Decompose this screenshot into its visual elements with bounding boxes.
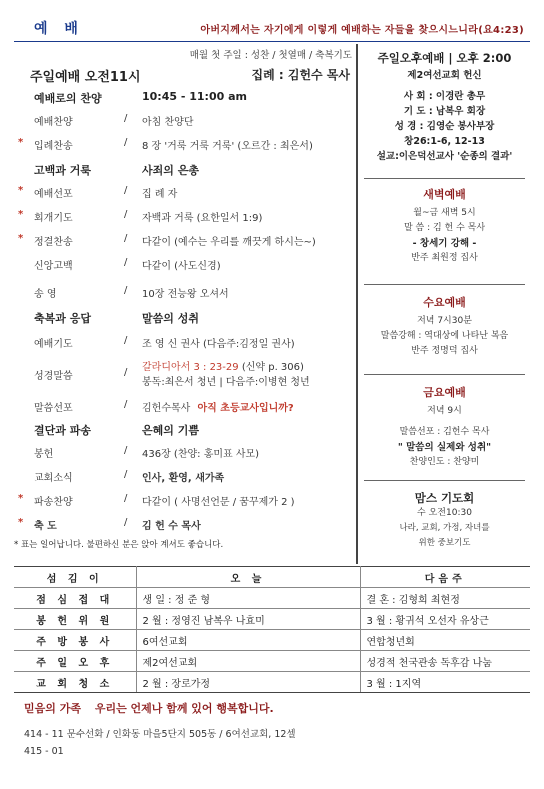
decision-sub: 은혜의 기쁨 bbox=[142, 424, 199, 437]
order-row bbox=[14, 516, 356, 534]
presider: 집례 : 김헌수 목사 bbox=[251, 68, 350, 82]
order-label: 성경말씀 bbox=[34, 371, 73, 382]
dawn-title: 새벽예배 bbox=[423, 188, 466, 201]
order-value: 다같이 ( 사명선언문 / 꿈꾸제가 2 ) bbox=[142, 497, 295, 508]
fri-time: 저녁 9시 bbox=[427, 406, 462, 416]
afternoon-ref: 창26:1-6, 12-13 bbox=[404, 136, 485, 147]
order-label: 예배찬양 bbox=[34, 117, 73, 128]
fri-preacher: 말씀선포 : 김헌수 목사 bbox=[399, 427, 490, 437]
table-row bbox=[14, 630, 530, 651]
sermon-line bbox=[142, 399, 294, 414]
today-cell: 제2여선교회 bbox=[136, 651, 360, 672]
wed-time: 저녁 7시30분 bbox=[417, 316, 472, 326]
table-header-row bbox=[14, 567, 530, 588]
section-decision: 결단과 파송 bbox=[34, 424, 91, 437]
order-row bbox=[14, 334, 356, 352]
moms-prayer bbox=[358, 490, 531, 551]
afternoon-prayer: 기 도 : 남복우 회장 bbox=[403, 106, 486, 117]
order-value: 집 례 자 bbox=[142, 189, 178, 200]
standing-note: * 표는 일어납니다. 불편하신 분은 앉아 계셔도 좋습니다. bbox=[14, 540, 224, 550]
role-cell: 교 회 청 소 bbox=[14, 672, 136, 693]
order-row bbox=[14, 136, 356, 154]
separator: / bbox=[124, 233, 128, 244]
role-cell: 주 방 봉 사 bbox=[14, 630, 136, 651]
moms-time: 수 오전10:30 bbox=[417, 508, 472, 518]
scripture-page: (신약 p. 306) bbox=[241, 362, 304, 373]
order-value: 436장 (찬양: 홍미표 사모) bbox=[142, 449, 260, 460]
family-list-2: 415 - 01 bbox=[24, 746, 64, 757]
scripture-row bbox=[14, 358, 356, 392]
section-bless: 축복과 응답 bbox=[34, 312, 91, 325]
divider bbox=[364, 284, 525, 285]
order-value: 조 영 신 권사 (다음주:김정일 권사) bbox=[142, 339, 295, 350]
separator: / bbox=[124, 367, 128, 378]
order-value: 자백과 거룩 (요한일서 1:9) bbox=[142, 213, 263, 224]
dawn-pianist: 반주 최원정 집사 bbox=[411, 253, 478, 263]
bless-sub: 말씀의 성취 bbox=[142, 312, 199, 325]
order-label: 송 영 bbox=[34, 289, 57, 300]
order-value: 인사, 환영, 새가족 bbox=[142, 473, 225, 484]
order-label: 교회소식 bbox=[34, 473, 73, 484]
next-cell: 3 월 : 1지역 bbox=[360, 672, 530, 693]
col-header-next: 다음주 bbox=[360, 567, 530, 588]
afternoon-service bbox=[358, 50, 531, 164]
next-cell: 성경적 천국관송 독후감 나눔 bbox=[360, 651, 530, 672]
order-row bbox=[14, 232, 356, 250]
order-label: 예배선포 bbox=[34, 189, 73, 200]
table-row bbox=[14, 588, 530, 609]
order-label: 입례찬송 bbox=[34, 141, 73, 152]
order-row bbox=[14, 112, 356, 130]
divider bbox=[364, 374, 525, 375]
family-slogan: 우리는 언제나 함께 있어 행복합니다. bbox=[94, 702, 274, 715]
today-cell: 생 일 : 정 준 형 bbox=[136, 588, 360, 609]
separator: / bbox=[124, 493, 128, 504]
order-label: 회개기도 bbox=[34, 213, 73, 224]
role-cell: 점 심 접 대 bbox=[14, 588, 136, 609]
order-row bbox=[14, 256, 356, 274]
afternoon-group: 제2여선교회 헌신 bbox=[407, 70, 482, 81]
next-cell: 3 월 : 황귀석 오선자 유상근 bbox=[360, 609, 530, 630]
preacher: 김헌수목사 bbox=[142, 403, 191, 414]
order-label: 축 도 bbox=[34, 521, 57, 532]
order-row bbox=[14, 492, 356, 510]
table-row bbox=[14, 672, 530, 693]
fri-title: 금요예배 bbox=[423, 386, 466, 399]
dawn-preacher: 말 씀 : 김 헌 수 목사 bbox=[403, 223, 486, 233]
wed-pianist: 반주 정명덕 집사 bbox=[411, 346, 478, 356]
friday-service bbox=[358, 384, 531, 470]
afternoon-host: 사 회 : 이경란 총무 bbox=[403, 91, 486, 102]
stand-marker: * bbox=[18, 185, 24, 196]
dawn-time: 월~금 새벽 5시 bbox=[413, 208, 476, 218]
order-label: 파송찬양 bbox=[34, 497, 73, 508]
sermon-title: 아직 초등교사입니까? bbox=[197, 403, 294, 414]
next-cell: 연합청년회 bbox=[360, 630, 530, 651]
order-label: 정결찬송 bbox=[34, 237, 73, 248]
section-repent: 고백과 거룩 bbox=[34, 164, 91, 177]
separator: / bbox=[124, 185, 128, 196]
moms-topics: 나라, 교회, 가정, 자녀를 bbox=[399, 523, 490, 533]
header-verse: 아버지께서는 자기에게 이렇게 예배하는 자들을 찾으시느니라(요4:23) bbox=[200, 25, 524, 36]
today-cell: 2 월 : 장로가정 bbox=[136, 672, 360, 693]
dawn-service bbox=[358, 186, 531, 266]
stand-marker: * bbox=[18, 517, 24, 528]
col-header-today: 오 늘 bbox=[136, 567, 360, 588]
worship-title: 주일예배 오전11시 bbox=[30, 70, 141, 85]
side-schedule bbox=[357, 44, 530, 564]
separator: / bbox=[124, 257, 128, 268]
separator: / bbox=[124, 445, 128, 456]
afternoon-bible: 성 경 : 김영순 봉사부장 bbox=[394, 121, 495, 132]
divider bbox=[364, 480, 525, 481]
role-cell: 봉 헌 위 원 bbox=[14, 609, 136, 630]
scripture-readers: 봉독:최은서 청년 | 다음주:이병현 청년 bbox=[142, 377, 310, 388]
wed-lecture: 말씀강해 : 역대상에 나타난 복음 bbox=[380, 331, 509, 341]
order-value: 다같이 (예수는 우리를 깨끗게 하시는~) bbox=[142, 237, 316, 248]
table-row bbox=[14, 651, 530, 672]
table-row bbox=[14, 609, 530, 630]
scripture-line bbox=[142, 358, 304, 373]
monthly-note: 매월 첫 주일 : 성찬 / 첫열매 / 축복기도 bbox=[189, 50, 352, 61]
order-row bbox=[14, 184, 356, 202]
role-cell: 주 일 오 후 bbox=[14, 651, 136, 672]
header-bar bbox=[14, 16, 530, 42]
col-header-role: 섬 김 이 bbox=[14, 567, 136, 588]
wednesday-service bbox=[358, 294, 531, 359]
stand-marker: * bbox=[18, 209, 24, 220]
section-praise: 예배로의 찬양 bbox=[34, 92, 102, 105]
separator: / bbox=[124, 335, 128, 346]
order-value: 10장 전능왕 오셔서 bbox=[142, 289, 229, 300]
moms-title: 맘스 기도회 bbox=[414, 491, 475, 505]
next-cell: 결 혼 : 김형희 최현정 bbox=[360, 588, 530, 609]
order-row bbox=[14, 444, 356, 462]
family-heading bbox=[24, 700, 274, 716]
praise-time: 10:45 - 11:00 am bbox=[142, 90, 247, 103]
moms-purpose: 위한 중보기도 bbox=[418, 538, 471, 548]
afternoon-sermon: 설교:이은덕선교사 '순종의 결과' bbox=[376, 151, 513, 162]
scripture-reference: 갈라디아서 3 : 23-29 bbox=[142, 362, 239, 373]
repent-sub: 사죄의 은총 bbox=[142, 164, 199, 177]
wed-title: 수요예배 bbox=[423, 296, 466, 309]
order-value: 다같이 (사도신경) bbox=[142, 261, 221, 272]
separator: / bbox=[124, 517, 128, 528]
today-cell: 6여선교회 bbox=[136, 630, 360, 651]
order-value: 8 장 '거룩 거룩 거룩' (오르간 : 최은서) bbox=[142, 141, 313, 152]
dawn-lecture: - 창세기 강해 - bbox=[412, 238, 477, 249]
order-row bbox=[14, 398, 356, 416]
stand-marker: * bbox=[18, 137, 24, 148]
worship-order bbox=[14, 44, 356, 564]
family-label: 믿음의 가족 bbox=[24, 702, 81, 715]
stand-marker: * bbox=[18, 233, 24, 244]
today-cell: 2 월 : 정영진 남복우 나효미 bbox=[136, 609, 360, 630]
separator: / bbox=[124, 113, 128, 124]
order-value: 김 헌 수 목사 bbox=[142, 521, 201, 532]
order-label: 말씀선포 bbox=[34, 403, 73, 414]
separator: / bbox=[124, 285, 128, 296]
separator: / bbox=[124, 137, 128, 148]
fri-leader: 찬양인도 : 찬양미 bbox=[409, 457, 480, 467]
afternoon-title: 주일오후예배 | 오후 2:00 bbox=[377, 51, 512, 65]
order-label: 봉헌 bbox=[34, 449, 54, 460]
fri-theme: " 말씀의 실제와 성취" bbox=[397, 442, 492, 453]
order-value: 아침 찬양단 bbox=[142, 117, 194, 128]
stand-marker: * bbox=[18, 493, 24, 504]
order-row bbox=[14, 284, 356, 302]
separator: / bbox=[124, 469, 128, 480]
divider bbox=[364, 178, 525, 179]
order-row bbox=[14, 468, 356, 486]
separator: / bbox=[124, 209, 128, 220]
order-label: 예배기도 bbox=[34, 339, 73, 350]
order-label: 신앙고백 bbox=[34, 261, 73, 272]
duty-table bbox=[14, 566, 530, 693]
family-list-1: 414 - 11 문수선화 / 인화동 마을5단지 505동 / 6여선교회, 12셀 bbox=[24, 729, 296, 740]
page-title: 예 배 bbox=[34, 21, 84, 37]
separator: / bbox=[124, 399, 128, 410]
order-row bbox=[14, 208, 356, 226]
